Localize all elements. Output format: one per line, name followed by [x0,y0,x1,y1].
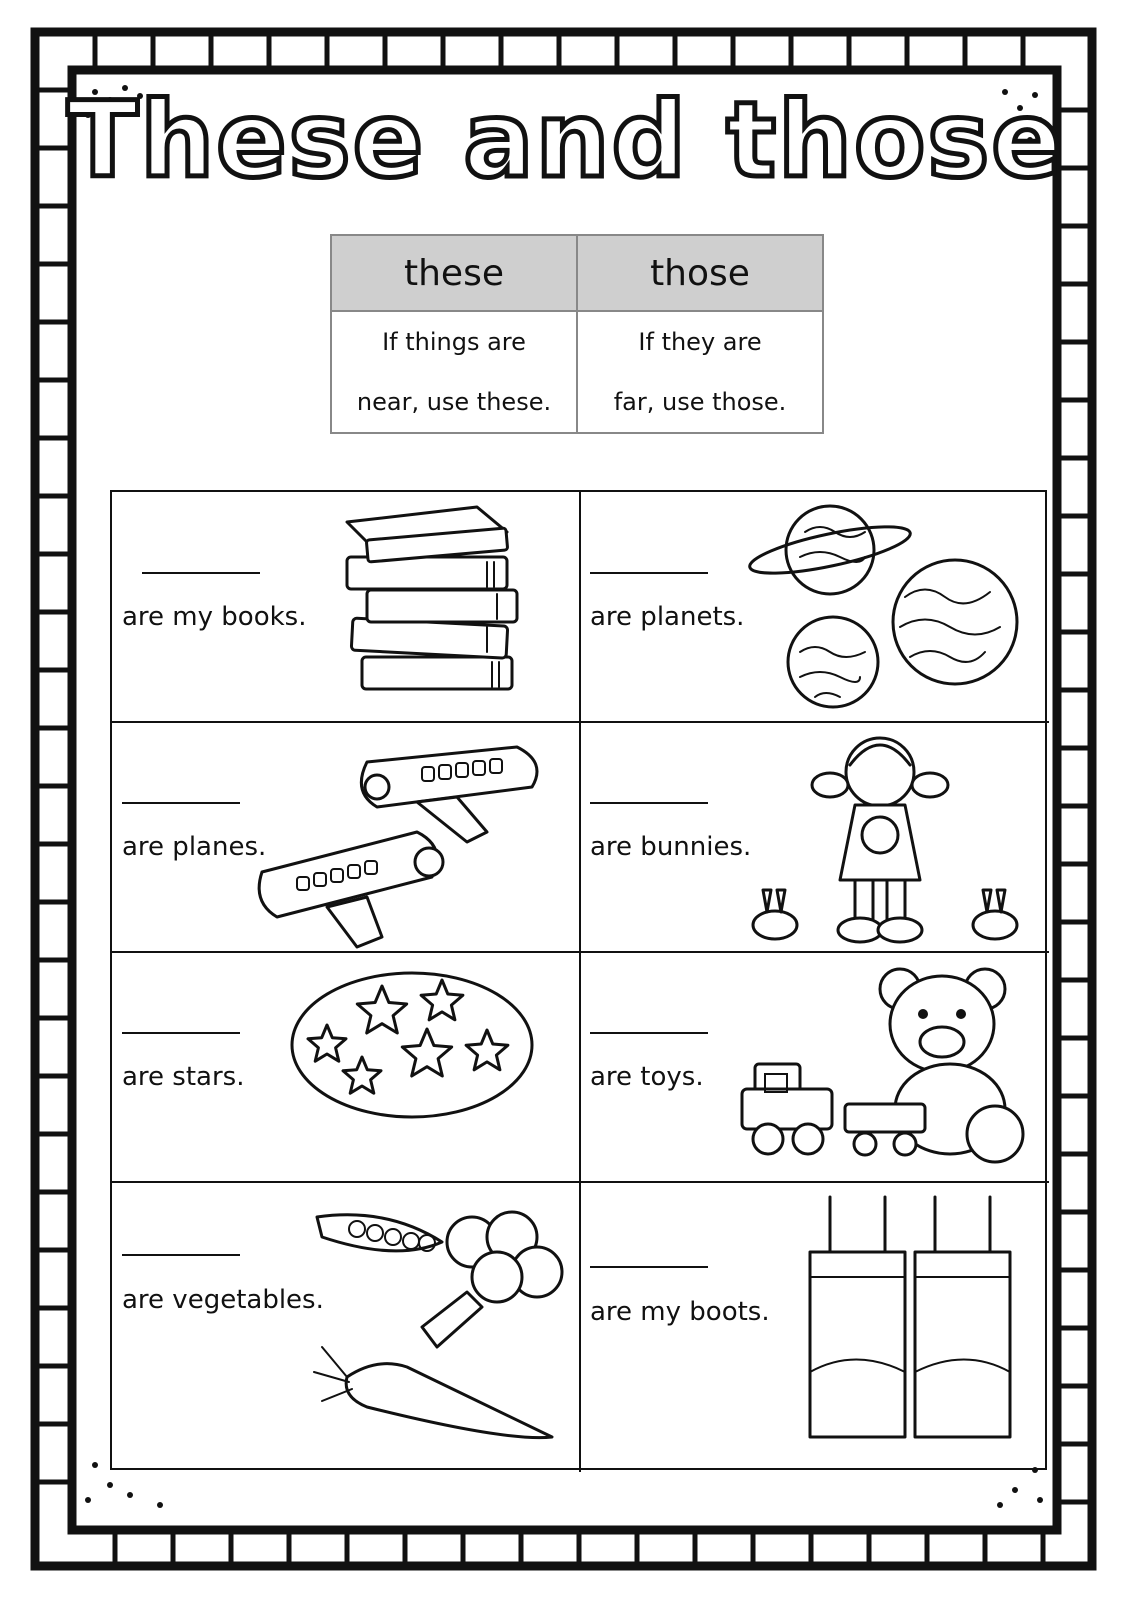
airplanes-icon [257,732,557,947]
exercise-cell-bunnies [580,722,1049,952]
exercise-cell-planes [112,722,580,952]
exercise-cell-stars [112,952,580,1182]
answer-blank[interactable] [122,1032,240,1034]
decor-dot [107,1482,113,1488]
decor-dot [85,1497,91,1503]
rule-those-line-1: If they are [638,328,762,356]
decor-dot [1012,1487,1018,1493]
stars-icon [287,967,537,1127]
answer-blank[interactable] [122,802,240,804]
girl-with-bunnies-icon [745,730,1025,952]
sentence-bunnies: are bunnies. [590,832,752,862]
decor-dot [92,1462,98,1468]
boots-icon [805,1197,1020,1457]
answer-blank[interactable] [122,1254,240,1256]
exercise-cell-planets [580,492,1049,722]
rule-those-line-2: far, use those. [613,388,787,416]
rule-these [331,311,577,433]
rule-these-line-1: If things are [382,328,526,356]
decor-dot [127,1492,133,1498]
teddy-bear-and-train-icon [740,964,1025,1179]
rule-table [330,234,824,434]
sentence-stars: are stars. [122,1062,245,1092]
rule-these-line-2: near, use these. [356,388,552,416]
answer-blank[interactable] [142,572,260,574]
page-title: These and those [67,79,1064,201]
exercise-cell-toys [580,952,1049,1182]
rule-those [577,311,823,433]
answer-blank[interactable] [590,572,708,574]
exercise-cell-vegetables [112,1182,580,1470]
sentence-vegetables: are vegetables. [122,1285,324,1315]
exercise-cell-books [112,492,580,722]
sentence-planes: are planes. [122,832,267,862]
sentence-books: are my books. [122,602,307,632]
sentence-toys: are toys. [590,1062,704,1092]
sentence-boots: are my boots. [590,1297,770,1327]
decor-dot [157,1502,163,1508]
decor-dot [997,1502,1003,1508]
vegetables-icon [307,1197,567,1457]
exercise-cell-boots [580,1182,1049,1470]
planets-icon [745,502,1025,712]
sentence-planets: are planets. [590,602,745,632]
exercise-grid [110,490,1047,1470]
decor-dot [1037,1497,1043,1503]
answer-blank[interactable] [590,1032,708,1034]
books-stack-icon [337,502,537,702]
answer-blank[interactable] [590,1266,708,1268]
header-these: these [331,235,577,311]
header-those: those [577,235,823,311]
answer-blank[interactable] [590,802,708,804]
